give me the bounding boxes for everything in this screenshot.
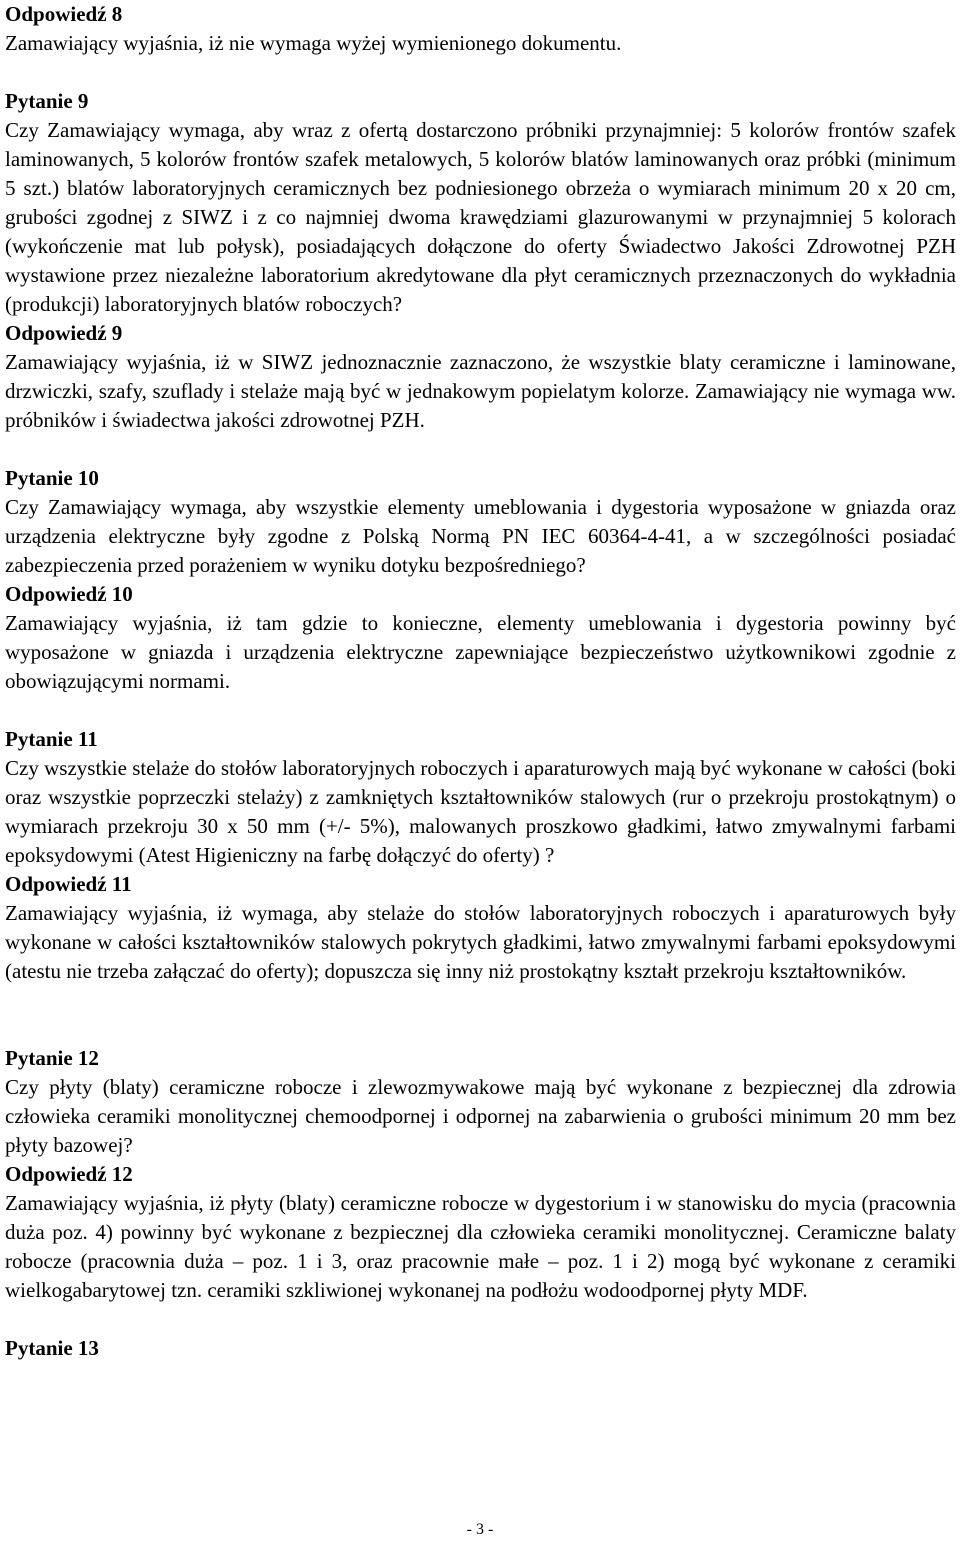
question-heading: Pytanie 13: [5, 1336, 99, 1360]
answer-heading: Odpowiedź 12: [5, 1162, 133, 1186]
question-11-block: [5, 725, 956, 986]
spacer: [5, 986, 956, 1044]
question-text: Czy Zamawiający wymaga, aby wraz z ofertą dostarczono próbniki przynajmniej: 5 kolorów frontów szafek laminowanych, 5 kolorów frontów szafek metalowych, 5 kolorów blatów laminowanych oraz próbki (minimum 5 szt.) blatów laboratoryjnych ceramicznych bez podniesionego obrzeża o wymiarach minimum 20 x 20 cm, grubości zgodnej z SIWZ i z co najmniej dwoma krawędziami glazurowanymi w przynajmniej 5 kolorach (wykończenie mat lub połysk), posiadających dołączone do oferty Świadectwo Jakości Zdrowotnej PZH wystawione przez niezależne laboratorium akredytowane dla płyt ceramicznych przeznaczonych do wykładnia (produkcji) laboratoryjnych blatów roboczych?: [5, 118, 956, 316]
answer-8-block: [5, 0, 956, 58]
answer-text: Zamawiający wyjaśnia, iż tam gdzie to konieczne, elementy umeblowania i dygestoria powinny być wyposażone w gniazda i urządzenia elektryczne zapewniające bezpieczeństwo użytkownikowi zgodnie z obowiązującymi normami.: [5, 611, 956, 693]
answer-text: Zamawiający wyjaśnia, iż nie wymaga wyżej wymienionego dokumentu.: [5, 31, 622, 55]
document-page: [5, 0, 956, 1363]
question-heading: Pytanie 11: [5, 727, 98, 751]
question-13-block: [5, 1334, 956, 1363]
question-text: Czy płyty (blaty) ceramiczne robocze i zlewozmywakowe mają być wykonane z bezpiecznej dla zdrowia człowieka ceramiki monolitycznej chemoodpornej i odpornej na zabarwienia o grubości minimum 20 mm bez płyty bazowej?: [5, 1075, 956, 1157]
answer-heading: Odpowiedź 11: [5, 872, 132, 896]
question-text: Czy Zamawiający wymaga, aby wszystkie elementy umeblowania i dygestoria wyposażone w gniazda oraz urządzenia elektryczne były zgodne z Polską Normą PN IEC 60364-4-41, a w szczególności posiadać zabezpieczenia przed porażeniem w wyniku dotyku bezpośredniego?: [5, 495, 956, 577]
question-9-block: [5, 87, 956, 435]
answer-text: Zamawiający wyjaśnia, iż płyty (blaty) ceramiczne robocze w dygestorium i w stanowisku do mycia (pracownia duża poz. 4) powinny być wykonane z bezpiecznej dla człowieka ceramiki monolitycznej. Ceramiczne balaty robocze (pracownia duża – poz. 1 i 3, oraz pracownie małe – poz. 1 i 2) mogą być wykonane z ceramiki wielkogabarytowej tzn. ceramiki szkliwionej wykonanej na podłożu wodoodpornej płyty MDF.: [5, 1191, 956, 1302]
question-10-block: [5, 464, 956, 696]
question-heading: Pytanie 9: [5, 89, 89, 113]
question-heading: Pytanie 12: [5, 1046, 99, 1070]
spacer: [5, 58, 956, 87]
answer-heading: Odpowiedź 8: [5, 2, 123, 26]
question-12-block: [5, 1044, 956, 1305]
spacer: [5, 1305, 956, 1334]
question-heading: Pytanie 10: [5, 466, 99, 490]
answer-heading: Odpowiedź 10: [5, 582, 133, 606]
spacer: [5, 696, 956, 725]
answer-text: Zamawiający wyjaśnia, iż wymaga, aby stelaże do stołów laboratoryjnych roboczych i aparaturowych były wykonane w całości kształtowników stalowych pokrytych gładkimi, łatwo zmywalnymi farbami epoksydowymi (atestu nie trzeba załączać do oferty); dopuszcza się inny niż prostokątny kształt przekroju kształtowników.: [5, 901, 956, 983]
page-number: - 3 -: [466, 1521, 494, 1538]
spacer: [5, 435, 956, 464]
answer-heading: Odpowiedź 9: [5, 321, 123, 345]
question-text: Czy wszystkie stelaże do stołów laboratoryjnych roboczych i aparaturowych mają być wykonane w całości (boki oraz wszystkie poprzeczki stelaży) z zamkniętych kształtowników stalowych (rur o przekroju prostokątnym) o wymiarach przekroju 30 x 50 mm (+/- 5%), malowanych proszkowo gładkimi, łatwo zmywalnymi farbami epoksydowymi (Atest Higieniczny na farbę dołączyć do oferty) ?: [5, 756, 956, 867]
answer-text: Zamawiający wyjaśnia, iż w SIWZ jednoznacznie zaznaczono, że wszystkie blaty ceramiczne i laminowane, drzwiczki, szafy, szuflady i stelaże mają być w jednakowym popielatym kolorze. Zamawiający nie wymaga ww. próbników i świadectwa jakości zdrowotnej PZH.: [5, 350, 956, 432]
